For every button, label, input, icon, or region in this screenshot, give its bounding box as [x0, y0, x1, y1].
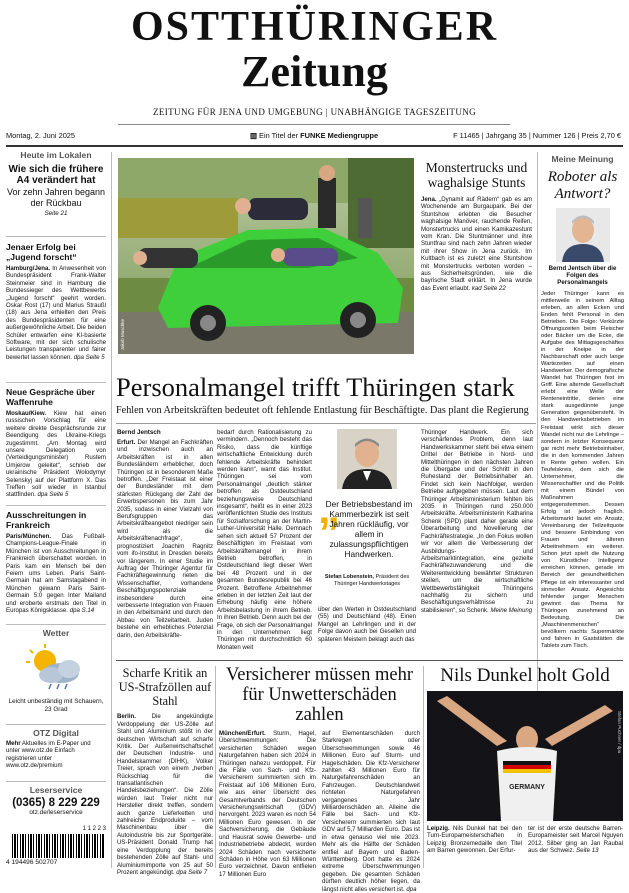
stahl-article — [117, 667, 213, 876]
monster-headline[interactable]: Monstertrucks und waghalsige Stunts — [425, 160, 528, 190]
stahl-headline[interactable]: Scharfe Kritik an US-Strafzöllen auf Stahl — [118, 666, 212, 708]
svg-text:GERMANY: GERMANY — [509, 784, 545, 791]
lead-quote: Der Betriebsbestand im Kammerbezirk ist seit Jahren rückläufig, vor allem in zulassungspflichtigen Handwerken. — [325, 499, 413, 559]
barcode-bars — [12, 834, 104, 858]
barcode-bottom: 4 194496 502707 — [6, 859, 58, 866]
stahl-text: Die angekündigte Verdoppelung der US-Zölle auf Stahl und Aluminium stößt in der deutschen Wirtschaft auf scharfe Kritik. Der Außenwirtschaftschef der Deutschen Industrie- und Handelskammer (DIHK), Volker Treier, sprach von einem „herben Rückschlag für die transatlantischen Handelsbeziehungen“. Die Zölle würden laut Treier nicht nur Hersteller direkt treffen, sondern auch ganze Lieferketten und zahlreiche Endprodukte – vom Maschinenbau über die Autoindustrie bis zur Sportgeräte. US-Präsident Donald Trump hat eine Verdopplung der bereits bestehenden Zölle auf Stahl- und Aluminiumimporte von 25 auf 50 Prozent angekündigt. — [117, 713, 213, 876]
lead-quote-attribution — [318, 574, 416, 588]
quote-author-photo — [337, 429, 397, 489]
lead-subhead: Fehlen von Arbeitskräften bedeutet oft fehlende Entlastung für Beschäftigte. Das plant die Regierung — [116, 405, 529, 416]
left-sidebar — [6, 150, 106, 217]
stahl-dateline: Berlin. — [117, 713, 136, 721]
bottom-section-rule — [116, 660, 623, 661]
lead-col4 — [421, 429, 533, 614]
stahl-body — [117, 713, 213, 876]
lokal-headline[interactable]: Wie sich die frühere A4 verändert hat — [8, 164, 104, 186]
monster-article — [421, 160, 532, 292]
barcode-top: 1 1 2 2 3 — [82, 826, 106, 832]
otz-digital-body — [6, 740, 106, 770]
leserservice-title: Leserservice — [29, 785, 83, 795]
section-title-lokal: Heute im Lokalen — [20, 150, 92, 160]
left-divider-3 — [6, 505, 106, 506]
versicherer-col2-text: auf Elementarschäden durch Starkregen oder Überschwemmungen sowie 46 Millionen Euro auf Sturm- und Hagelschäden. Die Kfz-Versicherer zahlten 43 Millionen Euro für Naturgefahrenschäden an Fahrzeugen. Deutschlandweit richteten Naturgefahren vergangenes Jahr Milliardenschäden an. Alleine die Fälle bei Sach- und Kfz-Versicherern summierten sich laut GDV auf 5,7 Milliarden Euro. Das ist in etwa genauso viel wie 2023. Mehr als die Hälfte der Schäden entfiel auf Bayern und Baden-Württemberg. Dort hatte es 2024 extreme Überschwemmungen gegeben. Die gesamten Schäden dürften deutlich höher liegen, da längst nicht alles versichert ist. — [322, 730, 420, 893]
moskau-dateline: Moskau/Kiew. — [6, 410, 47, 417]
dunkel-col1 — [427, 825, 522, 855]
paris-src: dpa S.14 — [69, 607, 95, 615]
lokal-page: Seite 21 — [44, 210, 68, 217]
lead-author: Bernd Jentsch — [117, 429, 161, 436]
right-column-rule — [537, 152, 538, 692]
lead-col4-src: Meine Meinung — [490, 606, 533, 614]
quote-author: Stefan Lobenstein, — [324, 574, 375, 580]
barcode — [6, 826, 106, 868]
left-divider-5 — [6, 724, 106, 725]
weather-box — [6, 628, 106, 720]
stunt-photo[interactable] — [118, 158, 414, 354]
moskau-text: Kiew hat einen russischen Vorschlag für eine weitere direkte Gesprächsrunde zur Beendigung des Ukraine-Kriegs zugestimmt. „Am Montag wird unsere Delegation von (Verteidigungsminister) Rustem Umjerow geleitet“, schrieb der ukrainische Präsident Wolodymyr Selenskyj auf der Plattform X. Das Treffen soll wieder in Istanbul stattfinden. — [6, 410, 106, 499]
weather-title: Wetter — [42, 628, 70, 638]
meinung-column — [541, 154, 624, 650]
left-divider-4 — [6, 624, 106, 625]
bottom-rule-2 — [423, 666, 424, 868]
lead-divider — [116, 423, 536, 424]
jenaer-text: In Anwesenheit von Bundespräsident Frank-Walter Steinmeier sind in Hamburg die Bundessieger des Wettbewerbs „Jugend forscht“ geehrt worden. Oskar Rost (17) und Marius Straußl (18) aus Jena erhielten den Preis des Bundespräsidenten für eine außergewöhnliche Arbeit. Die beiden Schüler entwarfen eine KI-basierte Software, mit der sich schulische Leistungen transparenter und fairer bewertet lassen können. — [6, 265, 106, 361]
jenaer-dateline: Hamburg/Jena. — [6, 265, 51, 272]
dunkel-dateline: Leipzig. — [427, 825, 450, 832]
meinung-caption: Bernd Jentsch über die Folgen des Personalmangels — [548, 265, 617, 287]
left-divider-2 — [6, 382, 106, 383]
paris-article — [6, 510, 106, 614]
bottom-rule-1 — [215, 666, 216, 868]
leserservice-box — [6, 785, 106, 816]
otz-digital-title: OTZ Digital — [33, 728, 79, 738]
monster-src: kad Seite 22 — [471, 284, 506, 292]
dunkel-article — [427, 665, 623, 855]
masthead-date: Montag, 2. Juni 2025 — [6, 131, 76, 140]
versicherer-col1-text: Sturm, Hagel, Überschwemmungen: Die versicherten Schäden wegen Naturgefahren haben sich 2024 in Thüringen nahezu verdoppelt. Für die Fälle von Sach- und Kfz-Versicherern summierten sich im Freistaat auf 106 Millionen Euro, wie aus einer Übersicht des Gesamtverbands der Deutschen Versicherungswirtschaft (GDV) hervorgeht. 2023 waren es noch 54 Millionen Euro gewesen. In der Sachversicherung, die Gebäude und Hausrat sowie Gewerbe- und Industriebetriebe abdeckt, wurden 2024 Schäden nach versicherte Schäden in Höhe von 63 Millionen Euro verzeichnet. Davon entfielen 17 Millionen Euro — [219, 730, 316, 878]
lead-col2: bedarf durch Rationalisierung zu vermindern. „Dennoch besteht das Risiko, dass die künftige wirtschaftliche Entwicklung durch fehlende Arbeitskräfte behindert werden kann“, warnt das Institut. Thüringen sei vom Personalmangel „deutlich stärker betroffen als Ostdeutschland beziehungsweise Deutschland insgesamt“, heißt es in einer 2023 veröffentlichten Studie des Instituts für Sozialforschung an der Martin-Luther-Universität Halle. Demnach sehen sich aktuell 57 Prozent der Beschäftigten im Freistaat vom Arbeitskräftemangel in ihrem Betrieb betroffen, in Ostdeutschland liegt dieser Wert bei 48 Prozent und in der gesamten Bundesrepublik bei 46 Prozent. Betroffene Arbeitnehmer erleben in der letzten Zeit laut der Erhebung häufig eine höhere Arbeitsbelastung in ihrem Betrieb. In ihren Betrieb. Denn auch bei der Frage, ob sich der Personalmangel in den Unternehmen liegt Thüringen mit durchschnittlich 60 Monaten weit — [217, 429, 312, 651]
jenaer-src: dpa Seite 5 — [73, 353, 105, 361]
masthead-edition: F 11465 | Jahrgang 35 | Nummer 126 | Preis 2,70 € — [453, 131, 621, 140]
paris-text: Das Fußball-Champions-League-Finale in München ist von Ausschreitungen in Frankreich überschattet worden. In Paris kam ein Mensch bei den Feiern ums Leben. Paris Saint-Germain hat am Samstagabend in München gewann Paris Saint-Germain 5:0 gegen Inter Mailand und eroberte erstmals den Titel in Europas Königsklasse. — [6, 533, 106, 615]
masthead-group — [250, 131, 378, 140]
jenaer-body — [6, 265, 106, 361]
moskau-body — [6, 410, 106, 499]
monster-dateline: Jena. — [421, 196, 437, 203]
stahl-src: dpa Seite 7 — [176, 868, 208, 876]
dunkel-photo-image — [427, 691, 623, 821]
lead-col1-body — [117, 439, 213, 639]
lokal-sub: Vor zehn Jahren begann der Rückbau — [6, 187, 106, 208]
versicherer-article — [219, 665, 420, 893]
paris-headline[interactable]: Ausschreitungen in Frankreich — [6, 510, 87, 530]
jenaer-headline[interactable]: Jenaer Erfolg bei „Jugend forscht“ — [6, 242, 77, 262]
lead-col1 — [117, 429, 213, 639]
otz-mehr: Mehr — [6, 740, 21, 747]
dunkel-headline[interactable]: Nils Dunkel holt Gold — [440, 665, 610, 686]
moskau-headline[interactable]: Neue Gespräche über Waffenruhe — [6, 387, 95, 407]
lead-col1-text: Der Mangel an Fachkräften und inzwischen auch an Arbeitskräften ist in allen Bundesländern erheblicher, doch Thüringen ist in besonderem Maße betroffen. „Der Freistaat ist einer der Bundesländer mit dem stärksten Rückgang der Zahl der Erwerbspersonen bis zum Jahr 2035, sodass in einer Vielzahl von Berufsgruppen das Arbeitskräfteangebot niedriger sein wird als die Arbeitskräftenachfrage“, prognostiziert Joachim Ragnitz vom ifo-Institut in Dresden bereits vor längerem. In einer Studie im Auftrag der Thüringer Agentur für Fachkräftegewinnung rieten die Wissenschaftler, vorhandene Beschäftigungspotenziale – insbesondere durch eine verbesserte Integration von Frauen in den Arbeitsmarkt und durch den Abbau von Teilzeitarbeit. Juden bestehe ein erhebliches Potenzial darin, den Arbeitskräfte- — [117, 439, 213, 639]
group-name: FUNKE Mediengruppe — [300, 131, 379, 140]
weather-text: Leicht unbeständig mit Schauern, 23 Grad — [8, 698, 104, 713]
stunt-photo-credit: Jakob Maschke — [120, 318, 125, 350]
lead-headline[interactable]: Personalmangel trifft Thüringen stark — [116, 372, 515, 402]
stunt-photo-image — [118, 158, 414, 354]
leserservice-web[interactable]: otz.de/leserservice — [29, 809, 83, 816]
versicherer-dateline: München/Erfurt. — [219, 730, 266, 737]
weather-cloud-sun-icon — [21, 641, 91, 691]
left-divider-6 — [6, 781, 106, 782]
masthead-tagline: ZEITUNG FÜR JENA UND UMGEBUNG | UNABHÄNGIGE TAGESZEITUNG — [152, 107, 477, 117]
dunkel-col2-text: ter ist der erste deutsche Barren-Europameister seit Marcel Nguyen 2012. Silber ging an Jan Raubal aus der Schweiz. — [528, 825, 623, 855]
otz-digital-box — [6, 728, 106, 770]
quote-mark-icon: „ — [318, 484, 340, 533]
quote-role: Präsident des Thüringer Handwerkstages — [333, 574, 410, 587]
left-divider-1 — [6, 236, 106, 237]
jenaer-article — [6, 242, 106, 361]
meinung-title: Meine Meinung — [551, 154, 614, 164]
dunkel-photo-credit: Stefan Puchner / dpa — [617, 711, 622, 754]
monster-text: „Dynamit auf Rädern“ gab es am Wochenende am Burgaupark. Bei der Stuntshow erlebten die Besucher waghalsige Manöver, rauchende Reifen, Monstertrucks und einen Kamikazestunt vom Kran. Die Stuntmänner und ihre Stuntfrau sind nach zehn Jahren wieder mit ihrer Show in Jena zurück. Im Kultbach ist es zuletzt eine Stuntshow mit Monstertrucks verboten worden – aus Sicherheitsgründen, wie die bayrische Stadt erklärt. In Jena wurde das Event erlaubt. — [421, 196, 532, 292]
group-icon: ▥ — [250, 131, 257, 140]
lead-col4-text: Thüringer Handwerk. Ein sich verschärfendes Problem, denn laut Handwerkskammer steht bei etwa einem Drittel der Betriebe in Nord- und Mittelthüringen in den nächsten Jahren die Übergabe und der Schritt in den Ruhestand der Betriebsinhaber an. Findet sich kein Nachfolger, werden Betriebe aufgegeben müssen. Laut dem Thüringer Arbeitsministerium fehlten bis 2035 in Thüringen rund 250.000 Arbeitskräfte. Arbeitsministerin Katharina Schenk (SPD) plant daher gerade eine Überarbeitung und Novellierung der Fachkräftestrategie. „In den Fokus wollen wir vor allem die Verbesserung der Ausbildungs- und Arbeitsmarktintegration, eine gezielte Fachkräftezuwanderung und die Weiterentwicklung bewährter Strukturen stellen, um die wirtschaftliche Wettbewerbsfähigkeit Thüringens nachhaltig zu sichern und Beschäftigungsverhältnisse zu stabilisieren“, so Schenk. — [421, 429, 533, 614]
masthead-rule-bottom — [6, 145, 623, 147]
paris-body — [6, 533, 106, 614]
meinung-author-photo — [556, 208, 610, 262]
dunkel-col2 — [528, 825, 623, 855]
versicherer-col2 — [322, 730, 420, 893]
left-column-rule — [111, 152, 112, 868]
masthead-line2: Zeitung — [241, 47, 388, 96]
monster-body — [421, 196, 532, 292]
group-prefix: Ein Titel der — [259, 131, 299, 140]
lead-col3-bottom: über den Werten in Ostdeutschland (55) und Deutschland (48). Einen Mangel an Lehrlingen und in der Folge davon auch bei Gesellen und späteren Meistern beklagt auch das — [318, 606, 416, 643]
dunkel-src: Seite 13 — [576, 847, 599, 855]
moskau-src: dpa Seite 5 — [37, 491, 69, 499]
otz-text[interactable]: Aktuelles im E-Paper und unter www.otz.de Einfach registrieren unter www.otz.de/premium — [6, 740, 91, 770]
masthead-rule-top — [118, 124, 510, 125]
masthead-line1: OSTTHÜRINGER — [130, 4, 499, 50]
paris-dateline: Paris/München. — [6, 533, 52, 540]
meinung-headline[interactable]: Roboter als Antwort? — [547, 169, 618, 202]
meinung-text: Jeder Thüringer kann es mittlerweile in seinem Alltag erleben, an allen Ecken und Enden fehlt Personal in den Betrieben. Die Folge: Verkürzte Öffnungszeiten beim Fleischer oder Bäcker um die Ecke, die Aufgabe des Mittagsgeschäftes in der Kneipe in der Nachbarschaft oder auch lange Wartezeiten auf einen Handwerker. Der demografische Wandel hat Thüringen fest im Griff. Eine alternde Gesellschaft erlebt eine Welle der Renteneintritte, denen eine stark ausgedünnte junge Generation gegenübersteht. In den Handwerksbetrieben im Freistaat wirkt sich dieser Wandel nicht nur die Lehrlinge – sondern in letzter Konsequenz gar nicht mehr Betriebsinhaber, die in den kommenden Jahren in Rente gehen wollen. Ein Teufelskreis, dem sich die Unternehmer, die Wissenschaftler und die Politik mit einem Bündel von Maßnahmen entgegenstemmen. Dessen Erfolg ist jedoch fraglich. Arbeitsmarkt lautet ein Ansatz, Vereinbarung der Teilzeitquote und bessere Einbindung von Frauen und älteren Arbeitnehmern ein weiterer. Schon jetzt spielt die Nutzung von Künstlicher Intelligenz erreichen können, gerade im Bereich der gesundheitlichen Pflege ist ein interessanter und sinnvoller Ansatz. Angesichts fehlender junger Menschen gewinnt das Thema für Thüringen zunehmend an Bedeutung. Die „Maschinenmenschen“ bevölkern nachts Supermärkte und fahren in Gaststätten die Tablets zum Tisch. — [541, 290, 624, 649]
versicherer-src: dpa — [406, 885, 417, 893]
versicherer-col1 — [219, 730, 316, 893]
versicherer-headline[interactable]: Versicherer müssen mehr für Unwetterschäden zahlen — [226, 665, 413, 725]
moskau-article — [6, 387, 106, 499]
dunkel-col1-text: Nils Dunkel hat bei den Turn-Europameisterschaften in Leipzig Bronzemedaille den Titel am Barren gewonnen. Der Erfur- — [427, 825, 522, 855]
lead-col1-dateline: Erfurt. — [117, 439, 136, 446]
leserservice-phone[interactable]: (0365) 8 229 229 — [12, 797, 100, 809]
lead-quote-block — [318, 429, 416, 603]
dunkel-photo[interactable] — [427, 691, 623, 821]
